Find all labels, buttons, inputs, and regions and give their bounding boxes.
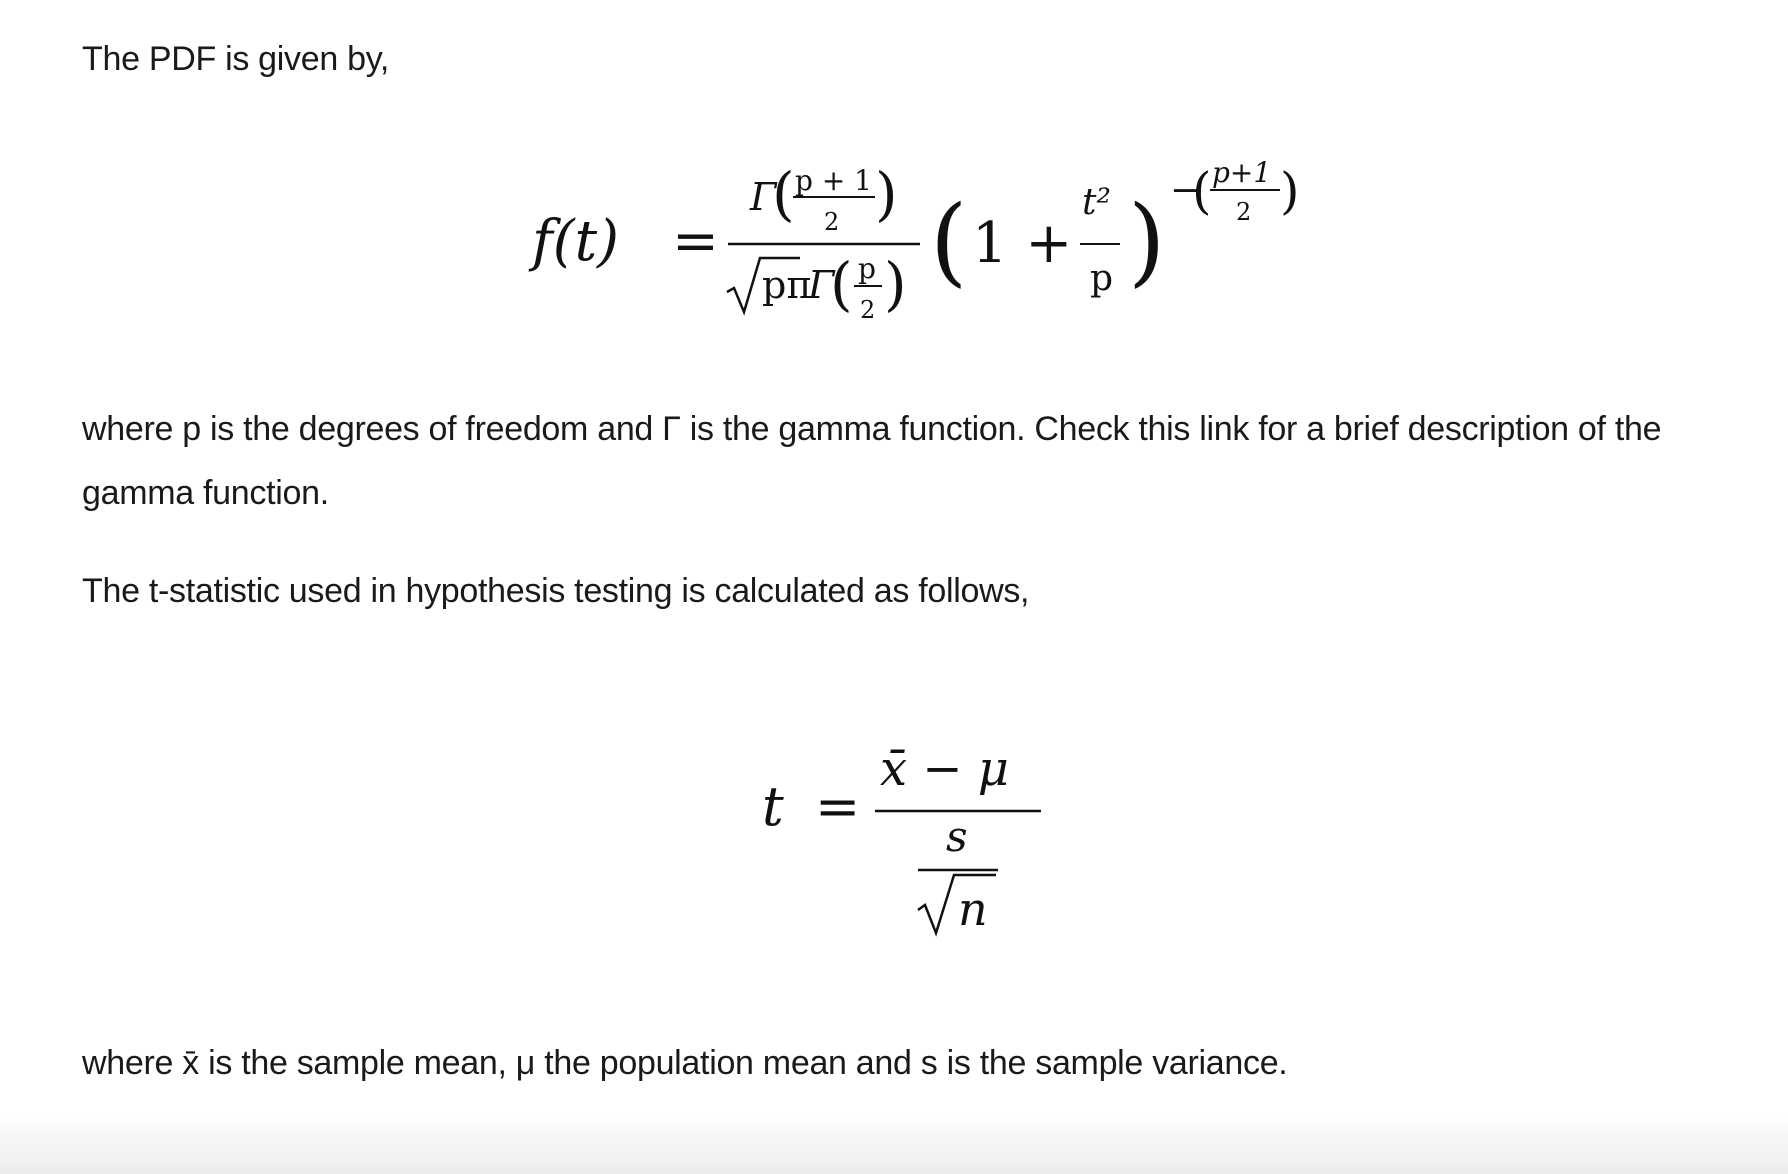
- denominator-paren-open: (: [830, 250, 853, 318]
- t-lhs: t: [762, 775, 784, 838]
- gamma-symbol-numerator: Γ: [750, 175, 777, 219]
- t-numerator: x̄ − μ: [880, 741, 1009, 797]
- explanation-line-2: gamma function.: [82, 474, 329, 512]
- exponent-bottom: 2: [1236, 198, 1252, 226]
- pdf-equals: =: [672, 209, 719, 274]
- denominator-arg-top: p: [858, 252, 876, 285]
- closing-text: where x̄ is the sample mean, μ the population mean and s is the sample variance.: [82, 1044, 1288, 1082]
- t-squared: t²: [1082, 182, 1111, 223]
- numerator-arg-top: p + 1: [795, 164, 872, 197]
- t-s: s: [946, 812, 968, 861]
- numerator-paren-close: ): [875, 160, 898, 228]
- exponent-top: p+1: [1212, 156, 1272, 189]
- exponent-paren-close: ): [1280, 162, 1300, 220]
- big-paren-close: ): [1128, 185, 1166, 297]
- exponent-paren-open: (: [1192, 162, 1212, 220]
- one-plus: 1 +: [972, 211, 1073, 276]
- denominator-arg-bottom: 2: [860, 296, 876, 324]
- p-below: p: [1090, 258, 1114, 299]
- tstat-intro: The t-statistic used in hypothesis testing is calculated as follows,: [82, 572, 1030, 610]
- denominator-paren-close: ): [884, 250, 907, 318]
- intro-text: The PDF is given by,: [82, 40, 390, 78]
- explanation-line-1: where p is the degrees of freedom and Γ is the gamma function. Check this link for a brief description of the: [82, 410, 1662, 448]
- t-equation: [750, 725, 1050, 950]
- pdf-lhs: f(t): [532, 209, 619, 274]
- gamma-symbol-denominator: Γ: [808, 263, 835, 307]
- big-paren-open: (: [930, 185, 968, 297]
- numerator-arg-bottom: 2: [824, 208, 840, 236]
- t-n: n: [958, 882, 988, 936]
- sqrt-content: pπ: [762, 263, 812, 307]
- t-equals: =: [815, 775, 861, 838]
- pdf-equation: [520, 150, 1310, 335]
- bottom-shadow: [0, 1112, 1788, 1174]
- numerator-paren-open: (: [772, 160, 795, 228]
- exponent-sign: −: [1170, 170, 1201, 211]
